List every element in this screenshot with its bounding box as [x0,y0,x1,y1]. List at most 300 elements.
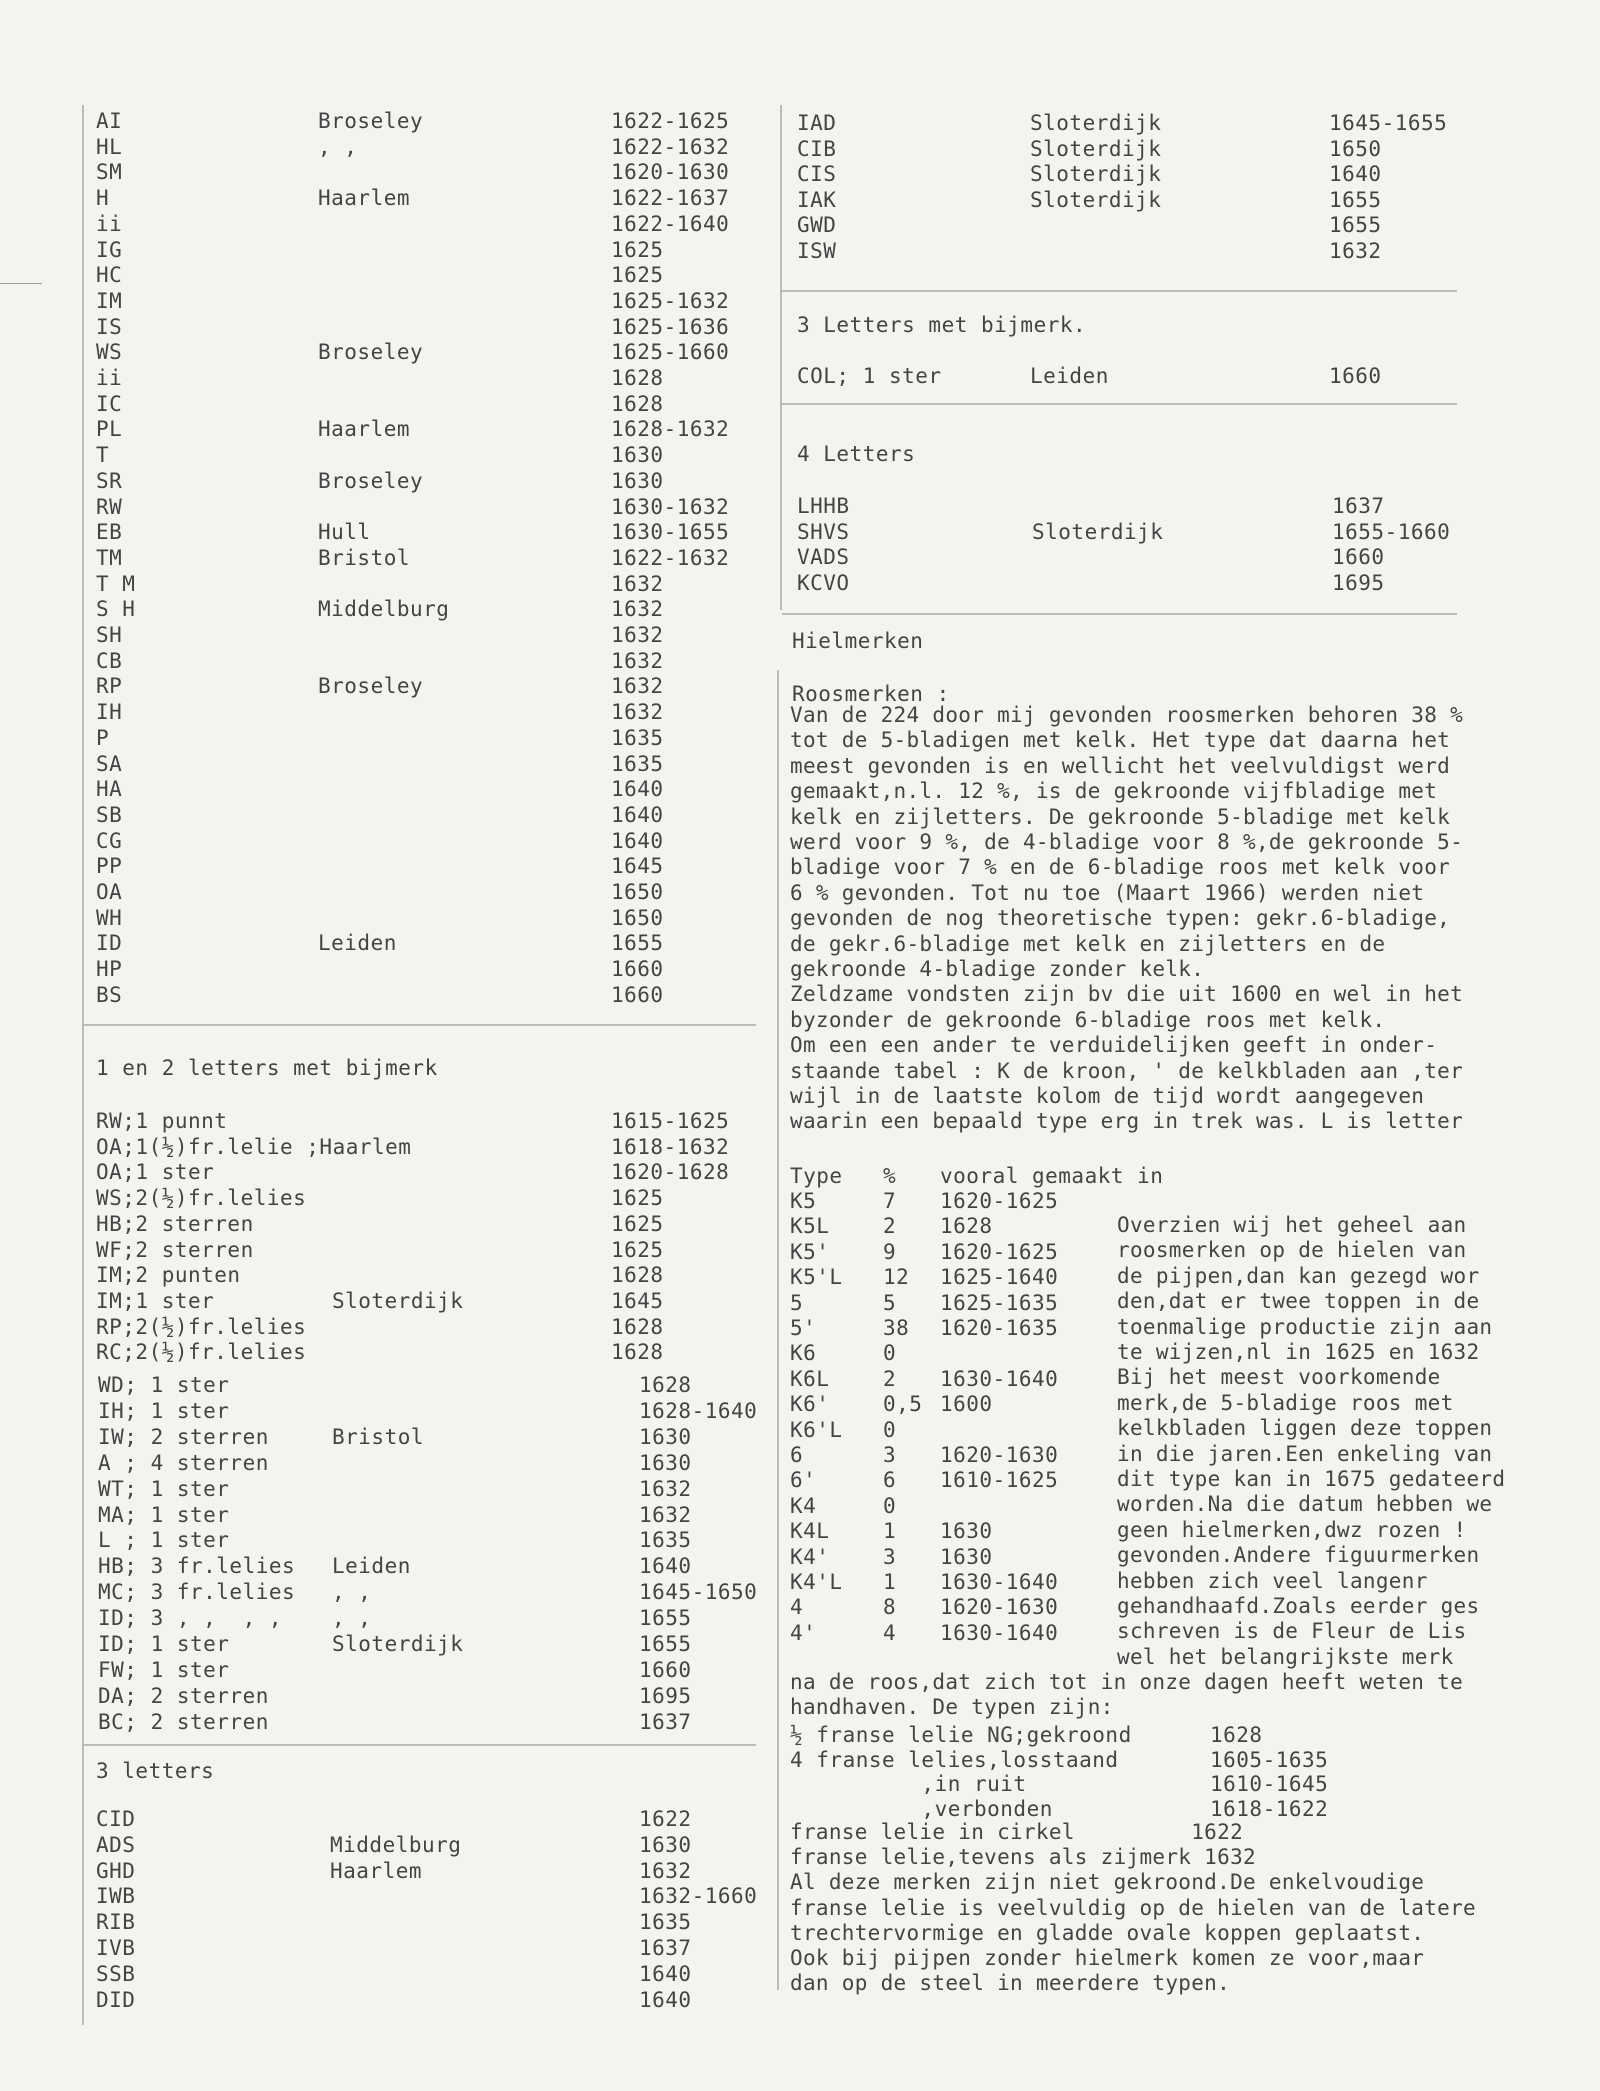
mark-date: 1637 [639,1936,692,1960]
type-code: K4'L [790,1570,843,1594]
mark-code: ADS [96,1832,136,1857]
mark-date: 1625 [611,237,664,262]
mark-code: IH [96,700,123,725]
mark-place: Sloterdijk [1030,162,1162,186]
mark-place: Broseley [318,109,424,133]
paragraph-line: Bij het meest voorkomende [1117,1365,1441,1390]
paragraph-line: Van de 224 door mij gevonden roosmerken behoren 38 % [790,703,1464,727]
mark-date: 1625-1632 [611,288,730,313]
type-table-header-made: vooral gemaakt in [940,1164,1164,1188]
mark-code: ISW [797,238,837,263]
paragraph-line: de pijpen,dan kan gezegd wor [1117,1263,1480,1288]
type-code: K4' [790,1544,830,1569]
bijmerk-code: WF;2 sterren [96,1237,254,1262]
mark-code: CIB [797,136,837,161]
type-code: K6'L [790,1417,843,1442]
mark-place: Broseley [318,468,424,493]
mark-code: IAD [797,111,837,135]
mark-code: PP [96,854,123,879]
type-code: 5' [790,1316,817,1340]
paragraph-line: wel het belangrijkste merk [1117,1644,1454,1669]
mark-place: Middelburg [330,1832,462,1857]
mark-date: 1635 [611,725,664,750]
mark-date: 1635 [639,1910,692,1935]
paragraph-line: Om een een ander te verduidelijken geeft in onder- [790,1033,1438,1058]
mark-code: HP [96,957,123,982]
type-percent: 3 [883,1443,897,1467]
bijmerk-row-date: 1660 [1329,364,1382,388]
type-percent: 1 [883,1519,897,1544]
paragraph-line: kelkbladen liggen deze toppen [1117,1416,1493,1441]
bijmerk-date: 1655 [639,1606,692,1631]
bijmerk-date: 1630 [639,1450,692,1475]
paragraph-line: franse lelie is veelvuldig op de hielen van de latere [790,1895,1476,1920]
mark-code: T [96,443,110,468]
bijmerk-date: 1695 [639,1683,692,1708]
bijmerk-code: ID; 1 ster [98,1632,230,1656]
bijmerk-date: 1628 [611,1314,664,1339]
bijmerk-code: RP;2(½)fr.lelies [96,1314,307,1339]
mark-date: 1650 [611,905,664,930]
mark-code: IS [96,314,123,339]
bijmerk-date: 1625 [611,1186,664,1211]
mark-date: 1622-1632 [611,134,730,159]
type-period: 1630-1640 [940,1620,1059,1645]
type-table-header-pct: % [883,1164,897,1188]
bijmerk-row-code: COL; 1 ster [797,364,942,388]
type-percent: 9 [883,1239,897,1264]
bijmerk-code: MA; 1 ster [98,1502,230,1527]
mark-date: 1645-1655 [1329,111,1448,135]
type-code: 6 [790,1443,804,1467]
mark-date: 1655 [611,931,664,956]
mark-date: 1622-1632 [611,545,730,570]
mark-code: P [96,725,110,750]
roosmerken-heading: Roosmerken : [792,682,950,706]
lelie-date: 1610-1645 [1210,1772,1329,1796]
bijmerk-code: FW; 1 ster [98,1657,230,1682]
bijmerk-code: IW; 2 sterren [98,1424,269,1449]
type-code: K6 [790,1341,817,1366]
paragraph-line: gehandhaafd.Zoals eerder ges [1117,1594,1480,1618]
type-code: 4 [790,1595,804,1620]
mark-place: Sloterdijk [1030,187,1162,212]
type-percent: 0,5 [883,1392,923,1417]
mark-date: 1628 [611,366,664,390]
mark-place: Hull [318,520,371,545]
left-column-rule [82,105,84,2025]
paragraph-line: waarin een bepaald type erg in trek was. L is letter [790,1109,1464,1134]
mark-date: 1645 [611,854,664,879]
mark-code: GHD [96,1858,136,1883]
bijmerk-code: WS;2(½)fr.lelies [96,1186,307,1211]
paragraph-line: Ook bij pijpen zonder hielmerk komen ze voor,maar [790,1946,1425,1970]
mark-date: 1655 [1329,187,1382,212]
mark-code: IAK [797,187,837,212]
type-percent: 2 [883,1366,897,1391]
type-percent: 0 [883,1417,897,1442]
mark-place: Sloterdijk [1030,111,1162,135]
bijmerk-code: RW;1 punnt [96,1109,228,1133]
paragraph-line: gekroonde 4-bladige zonder kelk. [790,957,1205,981]
four-letters-heading: 4 Letters [797,442,916,466]
bijmerk-code: OA;1 ster [96,1160,215,1185]
bijmerk-date: 1645-1650 [639,1580,758,1605]
paragraph-line: wijl in de laatste kolom de tijd wordt aangegeven [790,1084,1425,1108]
paragraph-line: merk,de 5-bladige roos met [1117,1390,1454,1415]
type-period: 1620-1635 [940,1316,1059,1340]
type-period: 1630 [940,1519,993,1544]
paragraph-line: dit type kan in 1675 gedateerd [1117,1467,1506,1491]
mark-date: 1640 [611,828,664,853]
bijmerk-date: 1635 [639,1528,692,1553]
paragraph-line: na de roos,dat zich tot in onze dagen heeft weten te [790,1670,1464,1694]
mark-date: 1625-1660 [611,340,730,365]
mark-date: 1650 [611,880,664,904]
mark-date: 1620-1630 [611,160,730,185]
mark-date: 1622-1640 [611,211,730,236]
mark-code: WH [96,905,123,930]
mark-date: 1628 [611,391,664,416]
mark-code: CB [96,648,123,673]
mark-code: ID [96,931,123,956]
type-code: 6' [790,1468,817,1493]
paragraph-line: handhaven. De typen zijn: [790,1695,1114,1720]
mark-code: AI [96,109,123,133]
bijmerk-date: 1630 [639,1424,692,1449]
mark-code: H [96,186,110,211]
bijmerk-code: IM;1 ster [96,1288,215,1313]
type-code: K5 [790,1189,817,1213]
paragraph-line: in die jaren.Een enkeling van [1117,1441,1493,1466]
lelie-type: 4 franse lelies,losstaand [790,1747,1119,1772]
paragraph-line: meest gevonden is en wellicht het veelvuldigst werd [790,753,1451,778]
paragraph-line: worden.Na die datum hebben we [1117,1492,1493,1517]
paragraph-line: geen hielmerken,dwz rozen ! [1117,1517,1467,1542]
paragraph-line: franse lelie,tevens als zijmerk 1632 [790,1845,1256,1870]
bijmerk-code: RC;2(½)fr.lelies [96,1340,307,1365]
paragraph-line: gevonden de nog theoretische typen: gekr.6-bladige, [790,906,1451,931]
type-period: 1600 [940,1392,993,1417]
type-period: 1628 [940,1214,993,1239]
mark-date: 1660 [611,982,664,1007]
bijmerk-date: 1620-1628 [611,1160,730,1185]
type-percent: 8 [883,1595,897,1620]
mark-date: 1630 [639,1832,692,1857]
paragraph-line: te wijzen,nl in 1625 en 1632 [1117,1340,1480,1364]
paragraph-line: Overzien wij het geheel aan [1117,1213,1467,1237]
mark-date: 1632 [611,623,664,647]
mark-date: 1660 [611,957,664,982]
mark-code: SB [96,802,123,827]
bijmerk-place: , , [332,1580,372,1605]
bijmerk-code: BC; 2 sterren [98,1709,269,1734]
bijmerk-date: 1615-1625 [611,1109,730,1133]
type-period: 1630 [940,1544,993,1569]
section-divider [84,1024,756,1026]
type-code: K5' [790,1239,830,1264]
bijmerk-date: 1640 [639,1554,692,1579]
mark-place: Bristol [318,545,411,570]
bijmerk-code: HB; 3 fr.lelies [98,1554,296,1579]
lelie-type: ½ franse lelie NG;gekroond [790,1723,1132,1747]
bijmerk-place: , , [332,1606,372,1631]
mark-code: TM [96,545,123,570]
mark-code: IG [96,237,123,262]
bijmerk-code: OA;1(½)fr.lelie ;Haarlem [96,1134,412,1159]
paragraph-line: schreven is de Fleur de Lis [1117,1619,1467,1644]
bijmerk-place: Sloterdijk [332,1632,464,1656]
bijmerk-code: MC; 3 fr.lelies [98,1580,296,1605]
paragraph-line: franse lelie in cirkel 1622 [790,1820,1244,1844]
mark-place: , , [318,134,358,159]
mark-code: BS [96,982,123,1007]
lelie-date: 1618-1622 [1210,1796,1329,1821]
mark-date: 1632 [1329,238,1382,263]
mark-code: HC [96,263,123,288]
paragraph-line: roosmerken op de hielen van [1117,1238,1467,1263]
mark-code: HL [96,134,123,159]
type-percent: 5 [883,1290,897,1315]
mark-code: RIB [96,1910,136,1935]
type-percent: 1 [883,1570,897,1594]
type-code: K4L [790,1519,830,1544]
mark-date: 1622-1637 [611,186,730,211]
type-code: K6' [790,1392,830,1417]
mark-code: IWB [96,1884,136,1909]
lelie-type: ,verbonden [790,1796,1053,1821]
mark-date: 1625 [611,263,664,288]
type-percent: 4 [883,1620,897,1645]
mark-code: IM [96,288,123,313]
mark-code: IC [96,391,123,416]
bijmerk-date: 1628-1640 [639,1398,758,1423]
bijmerk-place: Sloterdijk [332,1288,464,1313]
type-period: 1620-1630 [940,1443,1059,1467]
mark-date: 1637 [1332,494,1385,518]
mark-date: 1632 [611,648,664,673]
type-percent: 0 [883,1341,897,1366]
mark-code: KCVO [797,570,850,595]
bijmerk-code: IH; 1 ster [98,1398,230,1423]
mark-code: T M [96,571,136,596]
mark-code: DID [96,1987,136,2012]
mark-date: 1640 [611,802,664,827]
mark-code: SHVS [797,519,850,544]
type-code: 5 [790,1290,804,1315]
paragraph-line: trechtervormige en gladde ovale koppen geplaatst. [790,1920,1425,1945]
mark-place: Broseley [318,340,424,365]
mark-date: 1625-1636 [611,314,730,339]
paragraph-line: tot de 5-bladigen met kelk. Het type dat daarna het [790,728,1451,753]
mark-code: LHHB [797,494,850,518]
type-period: 1625-1635 [940,1290,1059,1315]
bijmerk-date: 1632 [639,1476,692,1501]
paragraph-line: staande tabel : K de kroon, ' de kelkbladen aan ,ter [790,1058,1464,1083]
mark-date: 1632-1660 [639,1884,758,1909]
mark-date: 1630-1655 [611,520,730,545]
bijmerk-date: 1660 [639,1657,692,1682]
paragraph-line: byzonder de gekroonde 6-bladige roos met kelk. [790,1007,1386,1032]
bijmerk-heading: 1 en 2 letters met bijmerk [96,1056,438,1080]
mark-code: S H [96,597,136,622]
bijmerk-code: ID; 3 , , , , [98,1606,283,1631]
mark-code: HA [96,777,123,802]
paragraph-line: gemaakt,n.l. 12 %, is de gekroonde vijfbladige met [790,779,1438,804]
mark-date: 1630 [611,443,664,468]
mark-code: SA [96,751,123,776]
mark-date: 1655 [1329,213,1382,237]
bijmerk-date: 1645 [611,1288,664,1313]
mark-date: 1632 [611,597,664,622]
mark-date: 1632 [611,674,664,699]
bijmerk-place: Bristol [332,1424,425,1449]
bijmerk-date: 1632 [639,1502,692,1527]
paragraph-line: hebben zich veel langenr [1117,1568,1428,1593]
bijmerk-row-place: Leiden [1030,364,1109,388]
mark-code: ii [96,211,123,236]
type-period: 1620-1625 [940,1189,1059,1213]
mark-place: Sloterdijk [1030,136,1162,161]
type-percent: 38 [883,1316,910,1340]
margin-tick [0,283,42,284]
paragraph-line: kelk en zijletters. De gekroonde 5-bladige met kelk [790,804,1451,829]
type-percent: 3 [883,1544,897,1569]
bijmerk-code: L ; 1 ster [98,1528,230,1553]
type-percent: 0 [883,1493,897,1518]
mark-place: Broseley [318,674,424,699]
mark-code: RP [96,674,123,699]
mark-place: Middelburg [318,597,450,622]
right-column-rule-bottom [777,670,779,1990]
bijmerk-date: 1628 [639,1373,692,1397]
bijmerk-date: 1625 [611,1211,664,1236]
mark-date: 1640 [639,1961,692,1986]
mark-code: EB [96,520,123,545]
mark-date: 1640 [1329,162,1382,186]
type-code: K6L [790,1366,830,1391]
paragraph-line: Al deze merken zijn niet gekroond.De enkelvoudige [790,1870,1425,1895]
mark-code: SSB [96,1961,136,1986]
type-code: 4' [790,1620,817,1645]
mark-place: Sloterdijk [1032,519,1164,544]
mark-place: Haarlem [318,186,411,211]
right-column-rule-top [780,105,782,610]
mark-date: 1628-1632 [611,417,730,442]
mark-date: 1632 [611,700,664,725]
section-divider [782,290,1457,292]
mark-date: 1622-1625 [611,109,730,133]
mark-code: IVB [96,1936,136,1960]
mark-code: SH [96,623,123,647]
lelie-type: ,in ruit [790,1772,1027,1796]
paragraph-line: dan op de steel in meerdere typen. [790,1971,1231,1996]
type-table-header-type: Type [790,1164,843,1188]
three-bijmerk-heading: 3 Letters met bijmerk. [797,313,1087,337]
paragraph-line: 6 % gevonden. Tot nu toe (Maart 1966) werden niet [790,880,1425,905]
lelie-date: 1628 [1210,1723,1263,1747]
mark-code: CIS [797,162,837,186]
paragraph-line: bladige voor 7 % en de 6-bladige roos met kelk voor [790,855,1451,880]
mark-date: 1635 [611,751,664,776]
mark-place: Haarlem [330,1858,423,1883]
mark-date: 1640 [639,1987,692,2012]
paragraph-line: de gekr.6-bladige met kelk en zijletters en de [790,931,1386,956]
bijmerk-code: A ; 4 sterren [98,1450,269,1475]
mark-place: Leiden [318,931,397,956]
mark-date: 1650 [1329,136,1382,161]
mark-code: PL [96,417,123,442]
type-code: K4 [790,1493,817,1518]
lelie-date: 1605-1635 [1210,1747,1329,1772]
paragraph-line: toenmalige productie zijn aan [1117,1314,1493,1339]
paragraph-line: gevonden.Andere figuurmerken [1117,1543,1480,1568]
bijmerk-code: DA; 2 sterren [98,1683,269,1708]
mark-date: 1632 [611,571,664,596]
type-percent: 12 [883,1265,910,1290]
bijmerk-date: 1618-1632 [611,1134,730,1159]
type-percent: 6 [883,1468,897,1493]
bijmerk-place: Leiden [332,1554,411,1579]
mark-place: Haarlem [318,417,411,442]
type-period: 1620-1625 [940,1239,1059,1264]
bijmerk-code: IM;2 punten [96,1263,241,1288]
type-code: K5'L [790,1265,843,1290]
three-letters-heading: 3 letters [96,1759,215,1783]
section-divider [84,1744,756,1746]
bijmerk-date: 1637 [639,1709,692,1734]
section-divider [782,613,1457,615]
type-period: 1630-1640 [940,1366,1059,1391]
mark-date: 1622 [639,1807,692,1831]
mark-code: SM [96,160,123,185]
mark-date: 1655-1660 [1332,519,1451,544]
mark-code: ii [96,366,123,390]
mark-code: SR [96,468,123,493]
type-period: 1630-1640 [940,1570,1059,1594]
mark-date: 1640 [611,777,664,802]
paragraph-line: Zeldzame vondsten zijn bv die uit 1600 en wel in het [790,982,1464,1007]
bijmerk-date: 1628 [611,1263,664,1288]
type-percent: 7 [883,1189,897,1213]
mark-date: 1695 [1332,570,1385,595]
bijmerk-date: 1625 [611,1237,664,1262]
mark-code: CG [96,828,123,853]
mark-code: RW [96,494,123,519]
bijmerk-code: HB;2 sterren [96,1211,254,1236]
section-divider [782,403,1457,405]
mark-date: 1630-1632 [611,494,730,519]
mark-code: CID [96,1807,136,1831]
type-period: 1620-1630 [940,1595,1059,1620]
mark-code: WS [96,340,123,365]
mark-code: OA [96,880,123,904]
bijmerk-date: 1655 [639,1632,692,1656]
paragraph-line: werd voor 9 %, de 4-bladige voor 8 %,de gekroonde 5- [790,830,1464,854]
type-code: K5L [790,1214,830,1239]
bijmerk-code: WT; 1 ster [98,1476,230,1501]
mark-date: 1632 [639,1858,692,1883]
mark-date: 1630 [611,468,664,493]
hielmerken-heading: Hielmerken [792,629,924,653]
mark-date: 1660 [1332,545,1385,569]
mark-code: VADS [797,545,850,569]
paragraph-line: den,dat er twee toppen in de [1117,1289,1480,1314]
type-period: 1625-1640 [940,1265,1059,1290]
type-percent: 2 [883,1214,897,1239]
bijmerk-date: 1628 [611,1340,664,1365]
type-period: 1610-1625 [940,1468,1059,1493]
